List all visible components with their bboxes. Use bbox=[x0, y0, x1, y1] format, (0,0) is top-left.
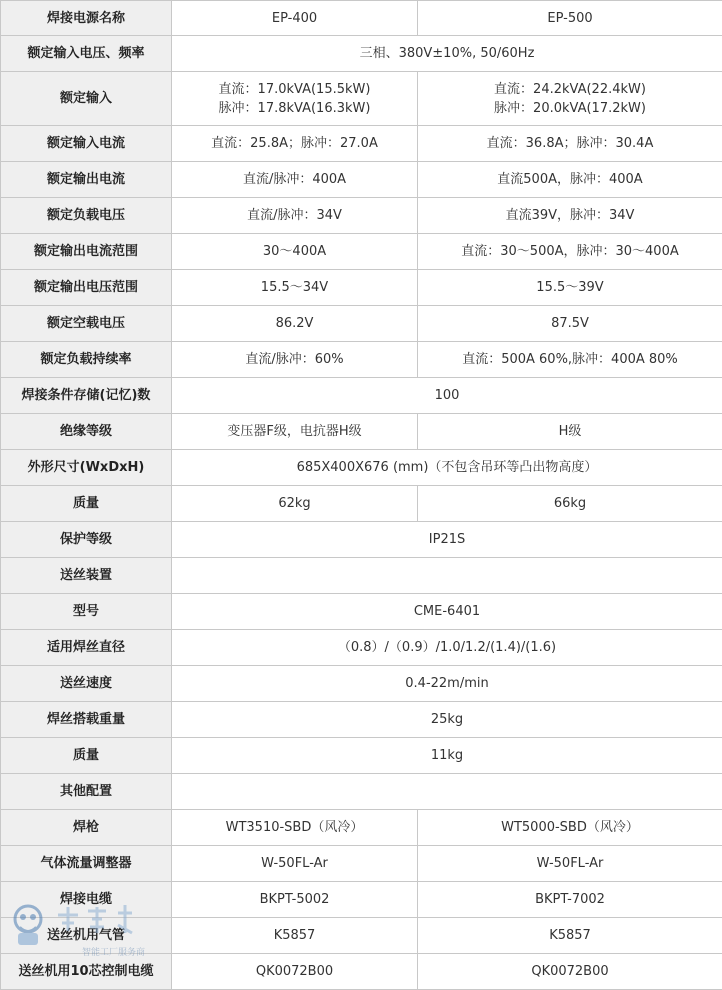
row-label: 额定空载电压 bbox=[1, 306, 172, 342]
table-row bbox=[1, 666, 722, 702]
row-value: K5857 bbox=[172, 918, 418, 954]
row-value: 直流/脉冲：60% bbox=[172, 342, 418, 378]
row-value: 直流：25.8A；脉冲：27.0A bbox=[172, 126, 418, 162]
row-value bbox=[172, 558, 722, 594]
table-row bbox=[1, 738, 722, 774]
row-value: EP-400 bbox=[172, 1, 418, 36]
row-value: 直流：36.8A；脉冲：30.4A bbox=[418, 126, 722, 162]
row-value: QK0072B00 bbox=[418, 954, 722, 990]
row-value: 11kg bbox=[172, 738, 722, 774]
row-value: BKPT-7002 bbox=[418, 882, 722, 918]
row-label: 送丝机用气管 bbox=[1, 918, 172, 954]
row-value: （0.8）/（0.9）/1.0/1.2/(1.4)/(1.6) bbox=[172, 630, 722, 666]
row-value: WT3510-SBD（风冷） bbox=[172, 810, 418, 846]
row-value: 25kg bbox=[172, 702, 722, 738]
value-line: 直流：24.2kVA(22.4kW) bbox=[418, 80, 722, 99]
row-label: 焊枪 bbox=[1, 810, 172, 846]
row-label: 质量 bbox=[1, 738, 172, 774]
row-label: 质量 bbox=[1, 486, 172, 522]
watermark-text: 智能工厂服务商 bbox=[82, 945, 145, 958]
row-value: 直流：500A 60%,脉冲：400A 80% bbox=[418, 342, 722, 378]
row-label: 额定输入电流 bbox=[1, 126, 172, 162]
table-row bbox=[1, 450, 722, 486]
row-label: 适用焊丝直径 bbox=[1, 630, 172, 666]
row-value bbox=[172, 774, 722, 810]
row-label: 额定负载持续率 bbox=[1, 342, 172, 378]
row-value: 直流39V，脉冲：34V bbox=[418, 198, 722, 234]
row-value: 86.2V bbox=[172, 306, 418, 342]
table-row bbox=[1, 846, 722, 882]
row-label: 绝缘等级 bbox=[1, 414, 172, 450]
row-value: BKPT-5002 bbox=[172, 882, 418, 918]
row-label: 焊丝搭载重量 bbox=[1, 702, 172, 738]
table-row bbox=[1, 342, 722, 378]
row-label: 额定输出电流 bbox=[1, 162, 172, 198]
row-value: IP21S bbox=[172, 522, 722, 558]
row-value: 三相、380V±10%, 50/60Hz bbox=[172, 36, 722, 72]
row-label: 额定负载电压 bbox=[1, 198, 172, 234]
spec-table-body bbox=[1, 1, 722, 990]
row-label: 送丝机用10芯控制电缆 bbox=[1, 954, 172, 990]
table-row bbox=[1, 72, 722, 126]
row-value: 直流：30～500A，脉冲：30～400A bbox=[418, 234, 722, 270]
table-row bbox=[1, 954, 722, 990]
row-label: 外形尺寸(WxDxH) bbox=[1, 450, 172, 486]
row-value bbox=[418, 72, 722, 126]
value-line: 脉冲：20.0kVA(17.2kW) bbox=[418, 99, 722, 118]
row-value: 100 bbox=[172, 378, 722, 414]
row-label: 焊接电源名称 bbox=[1, 1, 172, 36]
table-row bbox=[1, 810, 722, 846]
table-row bbox=[1, 162, 722, 198]
value-line: 脉冲：17.8kVA(16.3kW) bbox=[172, 99, 417, 118]
row-value: 0.4-22m/min bbox=[172, 666, 722, 702]
row-value: 直流/脉冲：400A bbox=[172, 162, 418, 198]
table-row bbox=[1, 486, 722, 522]
row-label: 焊接电缆 bbox=[1, 882, 172, 918]
table-row bbox=[1, 882, 722, 918]
row-label: 额定输出电流范围 bbox=[1, 234, 172, 270]
row-label: 保护等级 bbox=[1, 522, 172, 558]
row-value: 15.5～39V bbox=[418, 270, 722, 306]
row-label: 型号 bbox=[1, 594, 172, 630]
row-value: W-50FL-Ar bbox=[418, 846, 722, 882]
row-value: 66kg bbox=[418, 486, 722, 522]
table-row bbox=[1, 234, 722, 270]
row-value: 直流/脉冲：34V bbox=[172, 198, 418, 234]
row-value: 15.5～34V bbox=[172, 270, 418, 306]
table-row bbox=[1, 558, 722, 594]
table-row bbox=[1, 594, 722, 630]
table-row bbox=[1, 198, 722, 234]
table-row bbox=[1, 522, 722, 558]
table-row bbox=[1, 774, 722, 810]
row-label: 其他配置 bbox=[1, 774, 172, 810]
table-row bbox=[1, 36, 722, 72]
table-row bbox=[1, 1, 722, 36]
row-value bbox=[172, 72, 418, 126]
table-row bbox=[1, 414, 722, 450]
row-value: EP-500 bbox=[418, 1, 722, 36]
row-label: 气体流量调整器 bbox=[1, 846, 172, 882]
table-row bbox=[1, 378, 722, 414]
table-row bbox=[1, 270, 722, 306]
row-label: 送丝速度 bbox=[1, 666, 172, 702]
table-row bbox=[1, 306, 722, 342]
row-label: 额定输入 bbox=[1, 72, 172, 126]
row-value: 87.5V bbox=[418, 306, 722, 342]
table-row bbox=[1, 702, 722, 738]
row-label: 送丝装置 bbox=[1, 558, 172, 594]
row-value: 685X400X676 (mm)（不包含吊环等凸出物高度） bbox=[172, 450, 722, 486]
row-label: 额定输入电压、频率 bbox=[1, 36, 172, 72]
row-value: H级 bbox=[418, 414, 722, 450]
row-value: QK0072B00 bbox=[172, 954, 418, 990]
row-label: 额定输出电压范围 bbox=[1, 270, 172, 306]
row-value: 62kg bbox=[172, 486, 418, 522]
value-line: 直流：17.0kVA(15.5kW) bbox=[172, 80, 417, 99]
table-row bbox=[1, 630, 722, 666]
row-value: K5857 bbox=[418, 918, 722, 954]
row-value: W-50FL-Ar bbox=[172, 846, 418, 882]
row-value: WT5000-SBD（风冷） bbox=[418, 810, 722, 846]
row-value: 30～400A bbox=[172, 234, 418, 270]
row-value: CME-6401 bbox=[172, 594, 722, 630]
row-value: 直流500A，脉冲：400A bbox=[418, 162, 722, 198]
row-label: 焊接条件存储(记忆)数 bbox=[1, 378, 172, 414]
table-row bbox=[1, 918, 722, 954]
row-value: 变压器F级，电抗器H级 bbox=[172, 414, 418, 450]
table-row bbox=[1, 126, 722, 162]
